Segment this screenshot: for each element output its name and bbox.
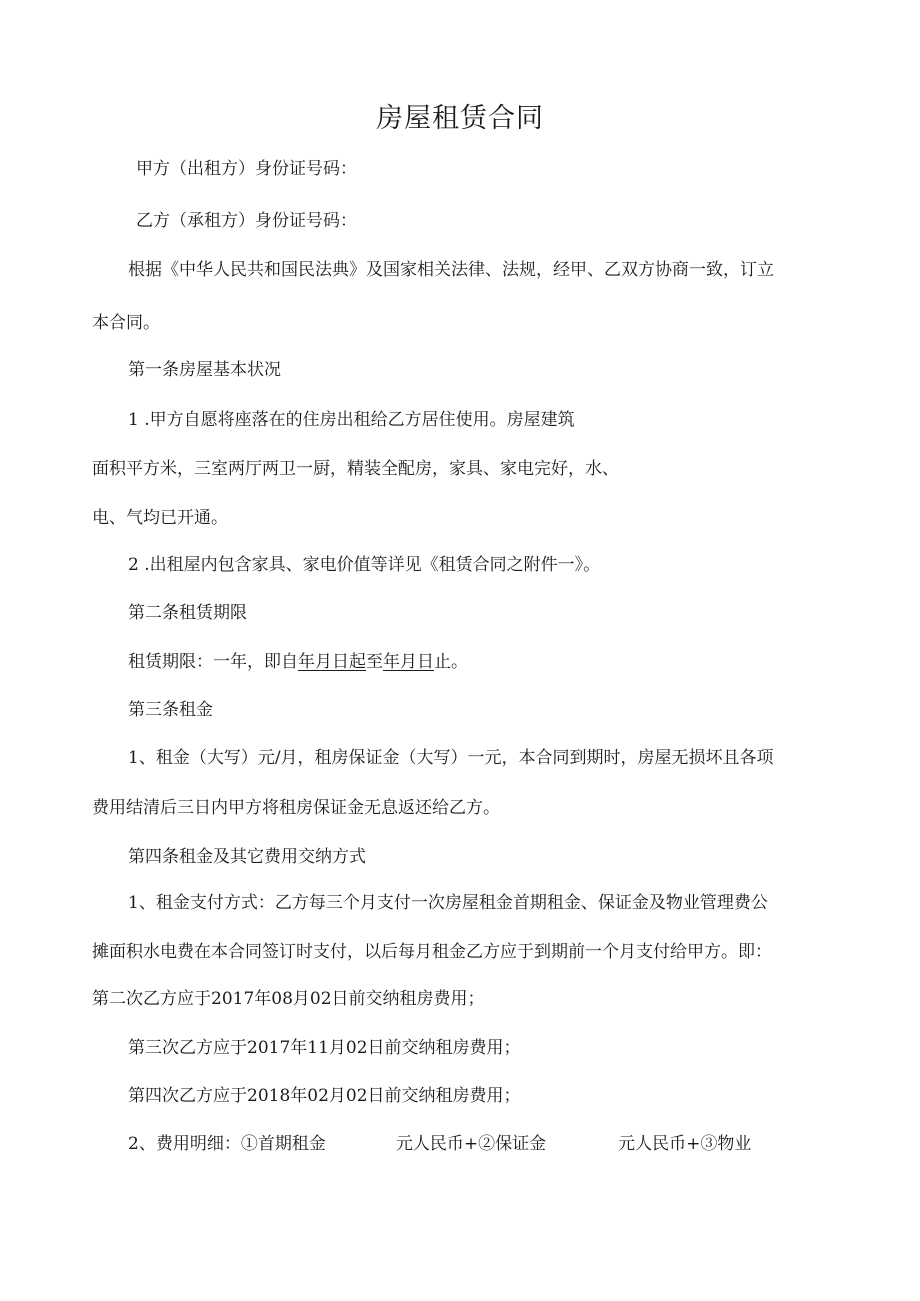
article-2-heading: 第二条租赁期限 xyxy=(128,603,247,623)
preamble-line-2: 本合同。 xyxy=(92,313,160,333)
term-end-date: 年月日 xyxy=(383,652,434,672)
fee-deposit: 元人民币+②保证金 xyxy=(395,1134,547,1154)
article-1-item-1-line-3: 电、气均已开通。 xyxy=(92,508,228,528)
article-1-heading: 第一条房屋基本状况 xyxy=(128,360,281,380)
term-start-date: 年月日起 xyxy=(298,652,366,672)
article-4-item-1-line-4: 第三次乙方应于2017年11月02日前交纳租房费用； xyxy=(128,1038,521,1058)
party-b-line: 乙方（承租方）身份证号码： xyxy=(136,211,357,231)
fee-property: 元人民币+③物业 xyxy=(618,1134,752,1154)
term-middle: 至 xyxy=(366,652,383,672)
article-2-term-line xyxy=(128,650,468,674)
fee-first-rent: 2、费用明细：①首期租金 xyxy=(128,1134,326,1154)
article-1-item-2: 2 .出租屋内包含家具、家电价值等详见《租赁合同之附件一》。 xyxy=(128,555,601,575)
article-3-heading: 第三条租金 xyxy=(128,700,213,720)
article-4-item-2 xyxy=(128,1132,751,1156)
article-1-item-1-line-1: 1 .甲方自愿将座落在的住房出租给乙方居住使用。房屋建筑 xyxy=(128,410,575,430)
preamble-line-1: 根据《中华人民共和国民法典》及国家相关法律、法规，经甲、乙双方协商一致，订立 xyxy=(128,260,774,280)
article-4-item-1-line-3: 第二次乙方应于2017年08月02日前交纳租房费用； xyxy=(92,989,485,1009)
term-prefix: 租赁期限：一年，即自 xyxy=(128,652,298,672)
article-4-item-1-line-2: 摊面积水电费在本合同签订时支付，以后每月租金乙方应于到期前一个月支付给甲方。即： xyxy=(92,942,772,962)
article-1-item-1-line-2: 面积平方米，三室两厅两卫一厨，精装全配房，家具、家电完好，水、 xyxy=(92,459,619,479)
article-4-item-1-line-5: 第四次乙方应于2018年02月02日前交纳租房费用； xyxy=(128,1086,521,1106)
article-3-item-1-line-1: 1、租金（大写）元/月，租房保证金（大写）一元，本合同到期时，房屋无损坏且各项 xyxy=(128,748,774,768)
article-3-item-1-line-2: 费用结清后三日内甲方将租房保证金无息返还给乙方。 xyxy=(92,798,500,818)
term-suffix: 止。 xyxy=(434,652,468,672)
party-a-line: 甲方（出租方）身份证号码： xyxy=(136,159,357,179)
page-title: 房屋租赁合同 xyxy=(376,103,544,134)
article-4-heading: 第四条租金及其它费用交纳方式 xyxy=(128,847,366,867)
article-4-item-1-line-1: 1、租金支付方式：乙方每三个月支付一次房屋租金首期租金、保证金及物业管理费公 xyxy=(128,893,768,913)
